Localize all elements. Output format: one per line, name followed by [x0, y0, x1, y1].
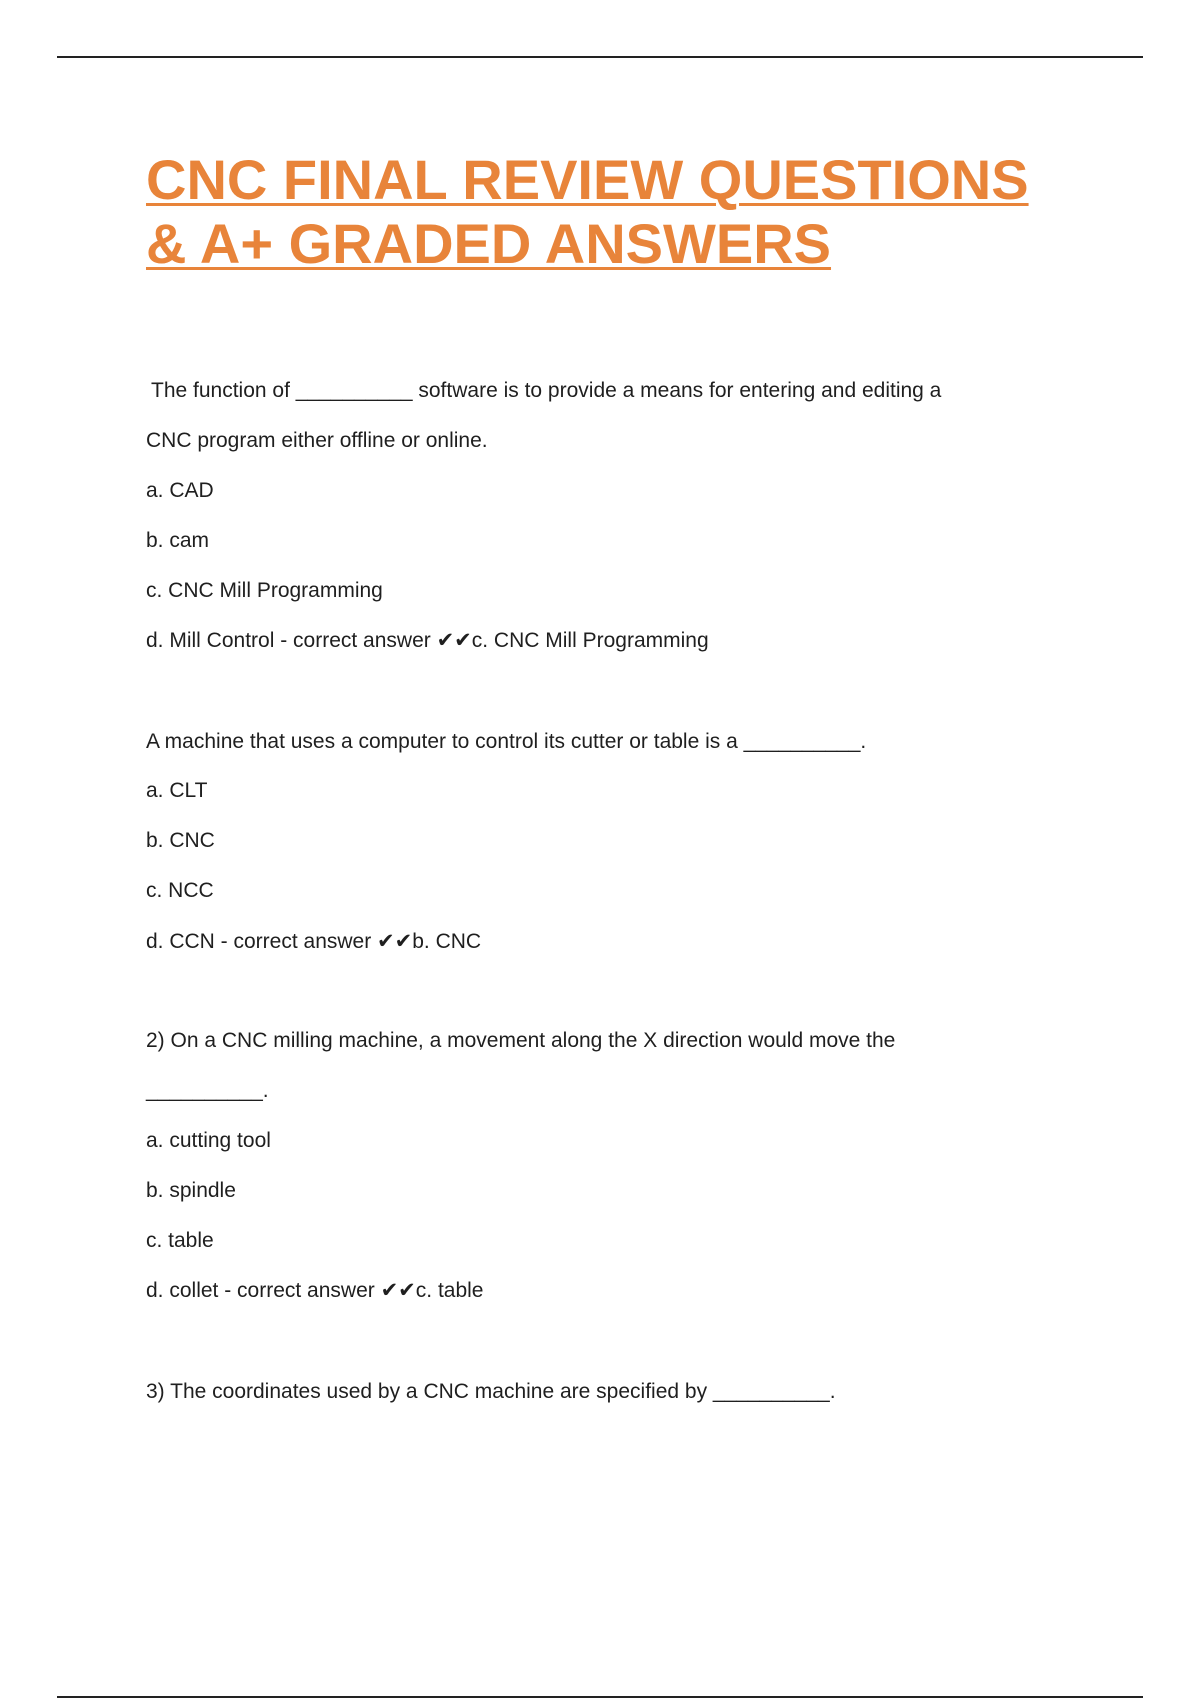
q2-option-c: c. NCC: [146, 879, 214, 902]
q3-option-c: c. table: [146, 1229, 214, 1252]
q3-stem-line-1: 2) On a CNC milling machine, a movement along the X direction would move the: [146, 1029, 896, 1052]
q2-option-a: a. CLT: [146, 779, 208, 802]
title-line-2: & A+ GRADED ANSWERS: [146, 212, 832, 275]
q3-option-a: a. cutting tool: [146, 1129, 271, 1152]
q1-stem-line-2: CNC program either offline or online.: [146, 429, 488, 452]
bottom-rule: [57, 1696, 1143, 1698]
top-rule: [57, 56, 1143, 58]
q3-option-d-answer: d. collet - correct answer ✔✔c. table: [146, 1279, 484, 1302]
q1-option-d-answer: d. Mill Control - correct answer ✔✔c. CNC Mill Programming: [146, 629, 709, 652]
q2-stem-line-1: A machine that uses a computer to control its cutter or table is a __________.: [146, 730, 867, 753]
q1-option-b: b. cam: [146, 529, 210, 552]
q1-option-c: c. CNC Mill Programming: [146, 579, 383, 602]
title-line-1: CNC FINAL REVIEW QUESTIONS: [146, 148, 1029, 211]
q2-option-d-answer: d. CCN - correct answer ✔✔b. CNC: [146, 930, 482, 953]
q2-option-b: b. CNC: [146, 829, 215, 852]
q3-option-b: b. spindle: [146, 1179, 236, 1202]
q4-stem-line-1: 3) The coordinates used by a CNC machine are specified by __________.: [146, 1380, 836, 1403]
q3-stem-line-2: __________.: [146, 1079, 269, 1102]
q1-option-a: a. CAD: [146, 479, 214, 502]
document-title: [146, 148, 1106, 276]
q1-stem-line-1: The function of __________ software is to provide a means for entering and editing a: [151, 379, 942, 402]
